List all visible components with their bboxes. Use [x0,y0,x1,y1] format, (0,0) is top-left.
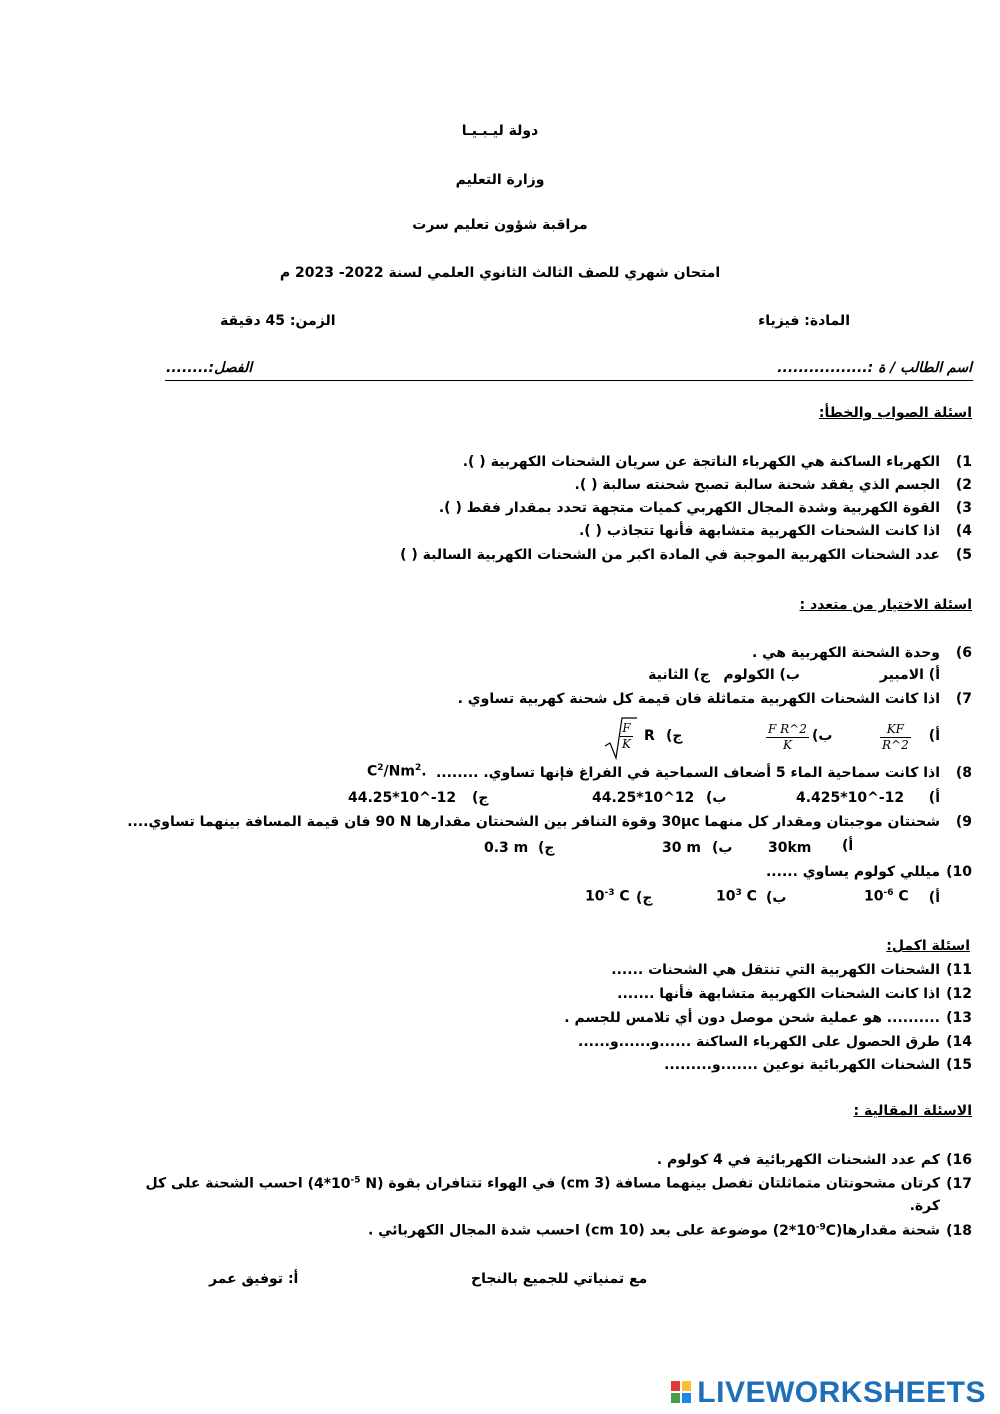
question-16: 16)كم عدد الشحنات الكهربائية في 4 كولوم . [656,1152,972,1168]
q8-option-a-label: أ) [928,790,940,806]
question-10: 10)ميللي كولوم يساوي ...... [765,864,972,880]
q9-option-a: 30km [768,840,812,856]
teacher-name: أ: توفيق عمر [209,1271,299,1287]
question-3: 3)القوة الكهربية وشدة المجال الكهربي كميات متجهة تحدد بمقدار فقط ( ). [438,500,972,516]
q9-option-c: 0.3 m [484,840,529,856]
question-15: 15)الشحنات الكهربائية نوعين .......و......... [664,1057,972,1073]
question-18: 18)شحنة $مقدارها(2*10^{-9}C)$ موضوعة على بعد (10 cm) احسب شدة المجال الكهربائي . [367,1222,972,1239]
q9-option-b-label: ب) [712,840,733,856]
q7-option-c-label: ج) [666,728,683,744]
question-6: 6)وحدة الشحنة الكهربية هي . [751,645,972,661]
q6-option-c: ج) الثانية [648,667,710,683]
q10-option-a-label: أ) [928,890,940,906]
exam-title: امتحان شهري للصف الثالث الثانوي العلمي لسنة 2022- 2023 م [279,265,721,281]
q6-option-b: ب) الكولوم [723,667,800,683]
question-11: 11)الشحنات الكهربية التي تنتقل هي الشحنات ...... [611,962,972,978]
q10-option-c-label: ج) [636,890,653,906]
q7-a-numerator: KF [880,722,911,738]
question-14: 14)طرق الحصول على الكهرباء الساكنة ......و......و...... [578,1034,972,1050]
question-2: 2)الجسم الذي يفقد شحنة سالبة تصبح شحنته سالبة ( ). [574,477,972,493]
q8-option-c: 44.25*10^-12 [348,790,457,806]
q8-option-a: 4.425*10^-12 [796,790,905,806]
q7-c-denominator: K [622,737,631,751]
section-complete-title: اسئلة اكمل: [886,938,970,954]
q9-option-b: 30 m [662,840,701,856]
question-12: 12)اذا كانت الشحنات الكهربية متشابهة فأنها ....... [617,986,972,1002]
question-17: 17)كرتان مشحونتان متماثلتان تفصل بينهما مسافة (3 cm) في الهواء تتنافران بقوة ($4*10^{-5}$ N) احسب الشحنة على كل [145,1175,972,1192]
question-7: 7)اذا كانت الشحنات الكهربية متماثلة فان قيمة كل شحنة كهربية تساوي . [457,691,972,707]
q7-c-numerator: F [620,721,633,737]
question-8: 8)اذا كانت سماحية الماء 5 أضعاف السماحية في الفراغ فإنها تساوي. ........ [435,765,972,781]
wishes-text: مع تمنياتي للجميع بالنجاح [471,1271,648,1287]
question-13: 13).......... هو عملية شحن موصل دون أي تلامس للجسم . [564,1010,972,1026]
question-9: 9)شحنتان موجبتان ومقدار كل منهما 30μc وقوة التنافر بين الشحنتان مقدارها 90 N فان قيمة المسافة بينهما تساوي.... [127,814,972,830]
q7-option-b-label: ب) [812,728,833,744]
question-1: 1)الكهرباء الساكنة هي الكهرباء الناتجة عن سريان الشحنات الكهربية ( ). [462,454,972,470]
country-title: دولة ليـبـيـا [461,123,539,139]
q7-option-b-fraction [766,722,809,753]
q10-option-a: $10^{-6}$ C [864,888,909,905]
q9-option-a-label: أ) [842,838,854,854]
q7-option-a-fraction [880,722,911,753]
q8-option-b-label: ب) [706,790,727,806]
question-5: 5)عدد الشحنات الكهربية الموجبة في المادة اكبر من الشحنات الكهربية السالبة ( ) [400,547,972,563]
q8-unit: $C^2/Nm^2$. [367,763,427,780]
q7-a-denominator: R^2 [882,738,909,752]
q8-option-b: 44.25*10^12 [592,790,695,806]
q8-option-c-label: ج) [472,790,489,806]
liveworksheets-logo: LIVEWORKSHEETS [671,1376,986,1410]
q7-b-denominator: K [782,738,792,752]
q7-option-c-r: R [644,728,655,744]
section-true-false-title: اسئلة الصواب والخطأ: [818,405,972,421]
student-name-field: اسم الطالب / ة :................. [777,360,972,376]
q10-option-c: $10^{-3}$ C [585,888,630,905]
question-17-line-2: كرة. [909,1198,940,1214]
q10-option-b-label: ب) [766,890,787,906]
office-title: مراقبة شؤون تعليم سرت [412,217,588,233]
q7-b-numerator: F R^2 [768,722,807,736]
subject-label: المادة: فيزياء [758,313,850,329]
time-label: الزمن: 45 دقيقة [220,313,336,329]
question-4: 4)اذا كانت الشحنات الكهربية متشابهة فأنها تتجاذب ( ). [578,523,972,539]
class-field: الفصل:........ [166,360,253,376]
q7-option-a-label: أ) [928,728,940,744]
liveworksheets-logo-icon [671,1381,693,1405]
q10-option-b: $10^3$ C [716,888,757,905]
section-essay-title: الاسئلة المقالية : [853,1103,972,1119]
header-divider [165,380,973,381]
section-multiple-choice-title: اسئلة الاختيار من متعدد : [799,597,972,613]
q6-option-a: أ) الامبير [879,667,940,683]
q9-option-c-label: ج) [538,840,555,856]
ministry-title: وزارة التعليم [455,172,545,188]
